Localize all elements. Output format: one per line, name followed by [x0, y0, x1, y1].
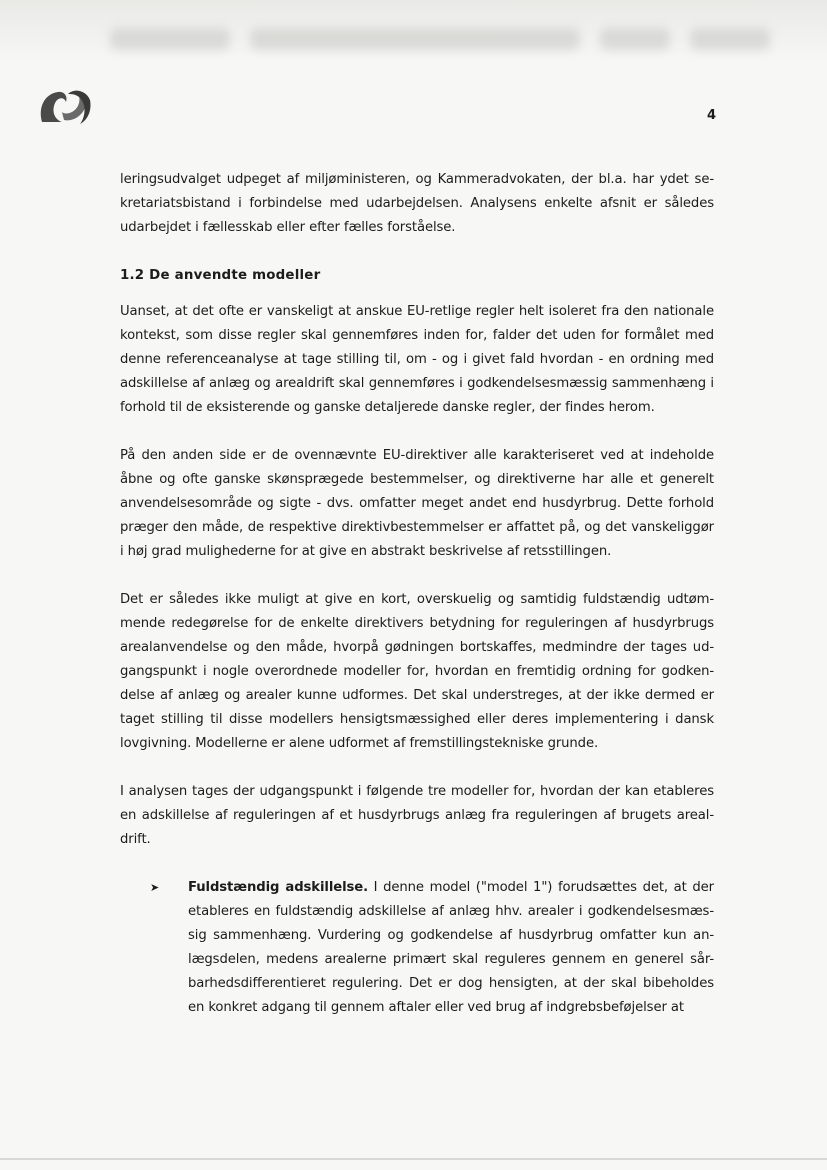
- document-body: [120, 168, 714, 1020]
- scan-artifact: [600, 28, 670, 50]
- scan-artifact: [110, 28, 230, 50]
- list-item-title: Fuldstændig adskillelse.: [188, 880, 369, 895]
- body-paragraph: Uanset, at det ofte er vanskeligt at anskue EU-retlige regler helt isoleret fra den nationale kontekst, som disse regler skal gennemføres inden for, falder det uden for formålet med denne referenceanalyse at tage stilling til, om - og i givet fald hvordan - en ordning med adskillelse af anlæg og arealdrift skal gennemføres i godkendelsesmæssig sammenhæng i forhold til de eksisterende og ganske detaljerede danske regler, der findes herom.: [120, 304, 714, 415]
- logo-icon: [34, 82, 98, 130]
- page-number: 4: [706, 108, 716, 123]
- list-item: [120, 876, 714, 1020]
- intro-paragraph: leringsudvalget udpeget af miljøministeren, og Kammeradvokaten, der bl.a. har ydet se-kretariatsbistand i forbindelse med udarbejdelsen. Analysens enkelte afsnit er således udarbejdet i fællesskab eller efter fælles forståelse.: [120, 172, 714, 235]
- section-heading: 1.2 De anvendte modeller: [120, 268, 321, 283]
- arrow-bullet-icon: ➤: [150, 881, 160, 894]
- scan-artifact: [250, 28, 580, 50]
- body-paragraph: I analysen tages der udgangspunkt i følgende tre modeller for, hvordan der kan etableres en adskillelse af reguleringen af et husdyrbrugs anlæg fra reguleringen af brugets areal-drift.: [120, 784, 714, 847]
- scan-footer-edge: [0, 1158, 827, 1160]
- body-paragraph: På den anden side er de ovennævnte EU-direktiver alle karakteriseret ved at indeholde åbne og ofte ganske skønsprægede bestemmelser, og direktiverne har alle et generelt anvendelsesområde og sigte - dvs. omfatter meget andet end husdyrbrug. Dette forhold præger den måde, de respektive direktivbestemmelser er affattet på, og det vanskeliggør i høj grad mulighederne for at give en abstrakt beskrivelse af retsstillingen.: [120, 448, 714, 559]
- scan-artifact: [690, 28, 770, 50]
- model-list: [120, 876, 714, 1020]
- list-item-text: I denne model ("model 1") forudsættes det, at der etableres en fuldstændig adskillelse af anlæg hhv. arealer i godkendelsesmæs-sig sammenhæng. Vurdering og godkendelse af husdyrbrug omfatter kun an-lægsdelen, medens arealerne primært skal reguleres gennem en generel sår-barhedsdifferentieret regulering. Det er dog hensigten, at der skal bibeholdes en konkret adgang til gennem aftaler eller ved brug af indgrebsbeføjelser at: [188, 880, 714, 1015]
- body-paragraph: Det er således ikke muligt at give en kort, overskuelig og samtidig fuldstændig udtøm-mende redegørelse for de enkelte direktivers betydning for reguleringen af husdyrbrugs arealanvendelse og den måde, hvorpå gødningen bortskaffes, medmindre der tages ud-gangspunkt i nogle overordnede modeller for, hvordan en fremtidig ordning for godken-delse af anlæg og arealer kunne udformes. Det skal understreges, at der ikke dermed er taget stilling til disse modellers hensigtsmæssighed eller deres implementering i dansk lovgivning. Modellerne er alene udformet af fremstillingstekniske grunde.: [120, 592, 714, 751]
